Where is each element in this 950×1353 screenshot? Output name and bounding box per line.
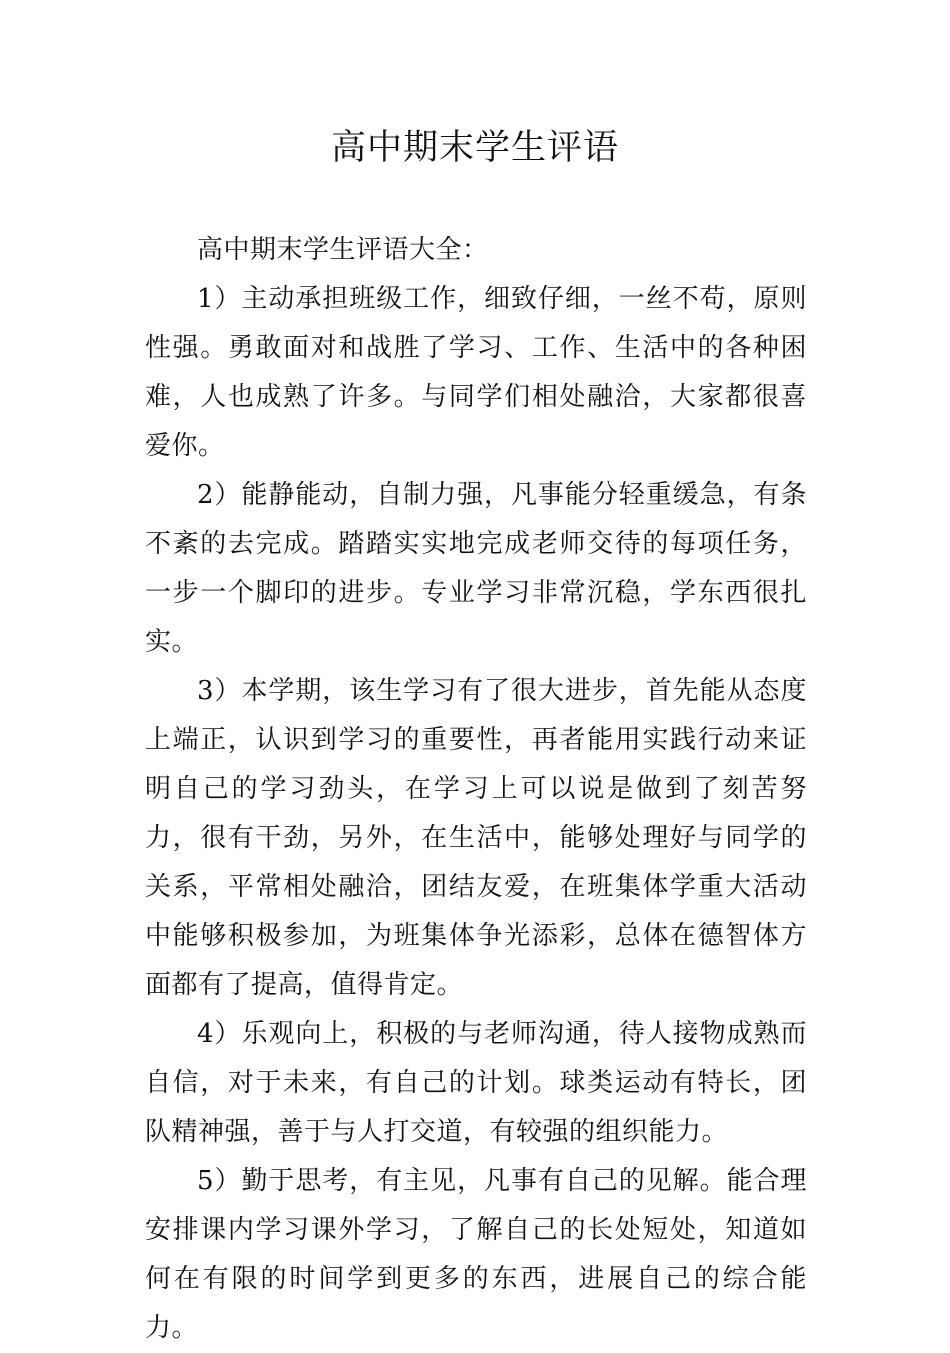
comment-item-3: 3）本学期，该生学习有了很大进步，首先能从态度上端正，认识到学习的重要性，再者能用实践行动来证明自己的学习劲头，在学习上可以说是做到了刻苦努力，很有干劲，另外，在生活中，能够处理好与同学的关系，平常相处融洽，团结友爱，在班集体学重大活动中能够积极参加，为班集体争光添彩，总体在德智体方面都有了提高，值得肯定。 <box>145 676 807 1000</box>
intro-paragraph: 高中期末学生评语大全： <box>197 235 489 265</box>
document-title: 高中期末学生评语 <box>330 128 619 168</box>
document-body <box>145 226 807 1353</box>
comment-item-5: 5）勤于思考，有主见，凡事有自己的见解。能合理安排课内学习课外学习，了解自己的长处短处，知道如何在有限的时间学到更多的东西，进展自己的综合能力。 <box>145 1166 807 1343</box>
comment-item-1: 1）主动承担班级工作，细致仔细，一丝不苟，原则性强。勇敢面对和战胜了学习、工作、生活中的各种困难，人也成熟了许多。与同学们相处融洽，大家都很喜爱你。 <box>145 284 807 461</box>
comment-item-4: 4）乐观向上，积极的与老师沟通，待人接物成熟而自信，对于未来，有自己的计划。球类运动有特长，团队精神强，善于与人打交道，有较强的组织能力。 <box>145 1019 807 1147</box>
comment-item-2: 2）能静能动，自制力强，凡事能分轻重缓急，有条不紊的去完成。踏踏实实地完成老师交待的每项任务，一步一个脚印的进步。专业学习非常沉稳，学东西很扎实。 <box>145 480 807 657</box>
